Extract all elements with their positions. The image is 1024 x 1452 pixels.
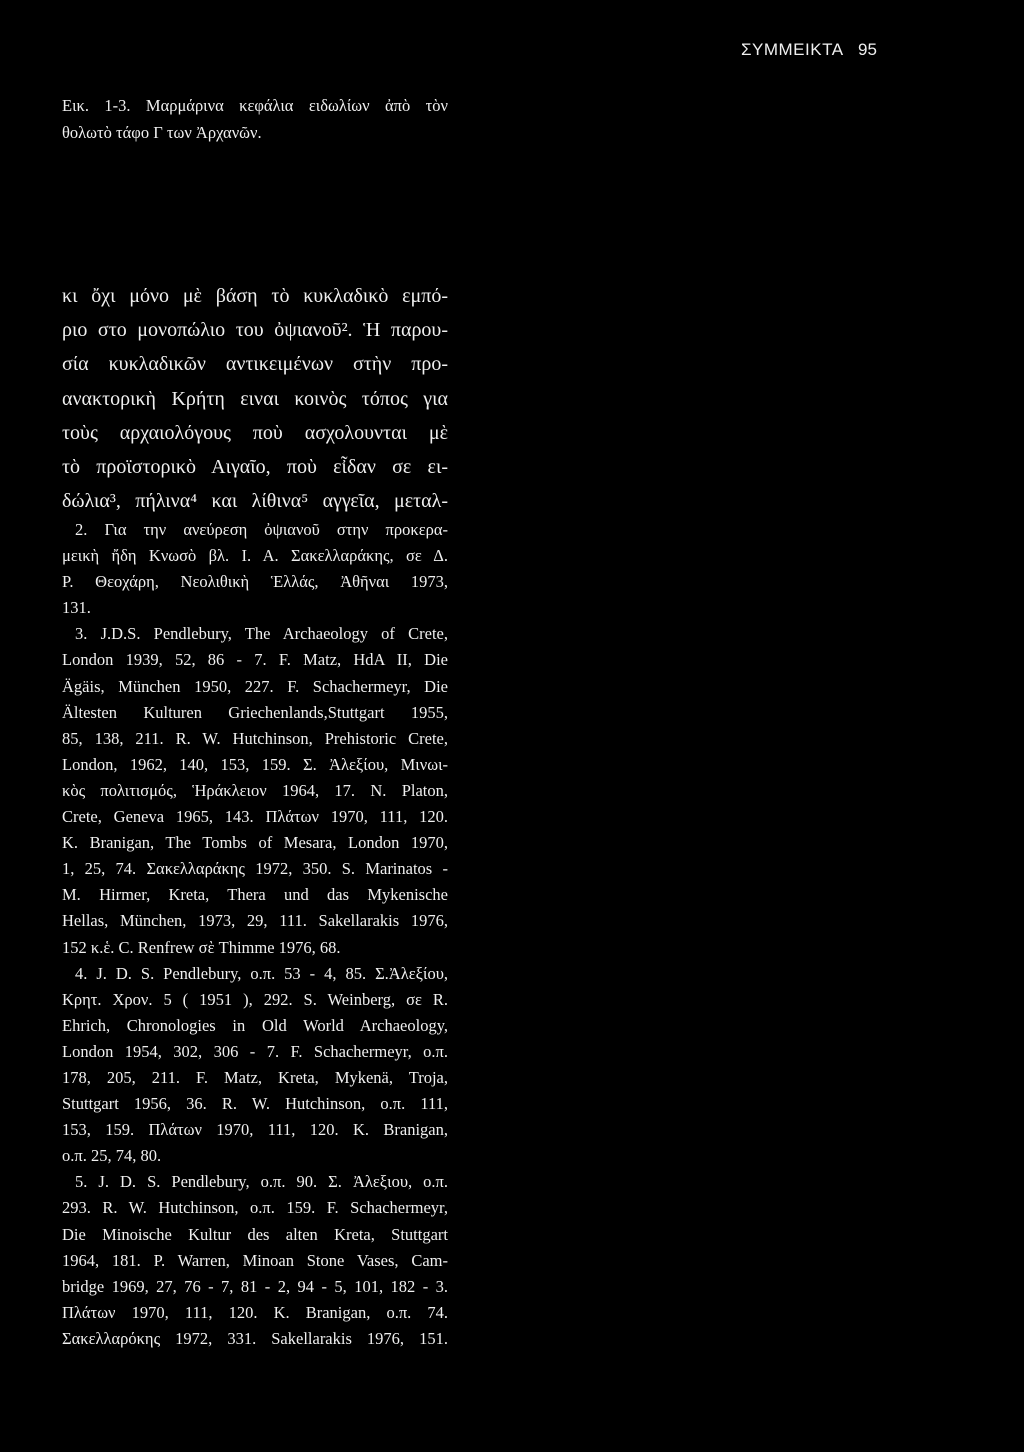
footnote-line: Ägäis, München 1950, 227. F. Schachermeyr, Die — [62, 676, 448, 696]
footnote-line: 1964, 181. P. Warren, Minoan Stone Vases, Cam- — [62, 1250, 448, 1270]
footnote-line: 178, 205, 211. F. Matz, Kreta, Mykenä, Troja, — [62, 1067, 448, 1087]
footnote-line: London 1939, 52, 86 - 7. F. Matz, HdA II, Die — [62, 650, 448, 670]
footnote-line: Ρ. Θεοχάρη, Νεολιθικὴ Ἑλλάς, Ἀθῆναι 1973, — [62, 572, 448, 592]
body-text — [62, 279, 448, 518]
footnote-line: London, 1962, 140, 153, 159. Σ. Ἀλεξίου, Μινωι- — [62, 754, 448, 774]
footnote-line: 85, 138, 211. R. W. Hutchinson, Prehistoric Crete, — [62, 728, 448, 748]
body-line: τοὺς αρχαιολόγους ποὺ ασχολουνται μὲ — [62, 421, 448, 444]
body-line: τὸ προϊστορικὸ Αιγαῖο, ποὺ εἶδαν σε ει- — [62, 455, 448, 478]
footnote-line: ο.π. 25, 74, 80. — [62, 1146, 162, 1166]
footnote-5 — [62, 1169, 448, 1352]
footnote-line: Die Minoische Kultur des alten Kreta, Stuttgart — [62, 1224, 448, 1244]
footnote-line: Ältesten Kulturen Griechenlands,Stuttgart 1955, — [62, 702, 448, 722]
footnote-line: bridge 1969, 27, 76 - 7, 81 - 2, 94 - 5, 101, 182 - 3. — [62, 1276, 448, 1296]
footnote-line: M. Hirmer, Kreta, Thera und das Mykenische — [62, 885, 448, 905]
footnote-line: Hellas, München, 1973, 29, 111. Sakellarakis 1976, — [62, 911, 448, 931]
footnote-line: Κρητ. Χρον. 5 ( 1951 ), 292. S. Weinberg, σε R. — [62, 989, 448, 1009]
footnote-line: K. Branigan, The Tombs of Mesara, London 1970, — [62, 833, 448, 853]
body-line: ριο στο μονοπώλιο του ὀψιανοῦ². Ἡ παρου- — [62, 319, 448, 342]
footnote-line: London 1954, 302, 306 - 7. F. Schachermeyr, ο.π. — [62, 1041, 448, 1061]
footnote-line: μεικὴ ἤδη Κνωσὸ βλ. Ι. Α. Σακελλαράκης, σε Δ. — [62, 546, 448, 566]
footnote-4 — [62, 961, 448, 1170]
footnote-line: 152 κ.ἑ. C. Renfrew σὲ Thimme 1976, 68. — [62, 937, 341, 957]
footnote-line: 131. — [62, 598, 91, 618]
footnote-2 — [62, 517, 448, 621]
footnote-line: 5. J. D. S. Pendlebury, ο.π. 90. Σ. Ἀλεξιου, ο.π. — [75, 1172, 448, 1192]
footnotes — [62, 517, 448, 1352]
page-number: 95 — [858, 40, 877, 59]
figure-caption — [62, 92, 448, 146]
body-line: κι ὄχι μόνο μὲ βάση τὸ κυκλαδικὸ εμπό- — [62, 285, 448, 307]
footnote-line: Crete, Geneva 1965, 143. Πλάτων 1970, 111, 120. — [62, 807, 448, 827]
footnote-line: 1, 25, 74. Σακελλαράκης 1972, 350. S. Marinatos - — [62, 859, 448, 879]
footnote-line: 293. R. W. Hutchinson, ο.π. 159. F. Schachermeyr, — [62, 1198, 448, 1218]
caption-line: θολωτὸ τάφο Γ των Ἀρχανῶν. — [62, 123, 262, 142]
footnote-3 — [62, 621, 448, 960]
footnote-line: Ehrich, Chronologies in Old World Archaeology, — [62, 1015, 448, 1035]
footnote-line: Σακελλαρόκης 1972, 331. Sakellarakis 1976, 151. — [62, 1328, 448, 1348]
body-line: δώλια³, πήλινα⁴ και λίθινα⁵ αγγεῖα, μεταλ- — [62, 490, 448, 513]
footnote-line: κὸς πολιτισμός, Ἡράκλειον 1964, 17. N. Platon, — [62, 780, 448, 800]
footnote-line: 153, 159. Πλάτων 1970, 111, 120. K. Branigan, — [62, 1120, 448, 1140]
body-line: ανακτορικὴ Κρήτη ειναι κοινὸς τόπος για — [62, 387, 448, 410]
footnote-line: 4. J. D. S. Pendlebury, ο.π. 53 - 4, 85. Σ.Ἀλεξίου, — [75, 963, 448, 983]
footnote-line: Πλάτων 1970, 111, 120. K. Branigan, ο.π. 74. — [62, 1302, 448, 1322]
caption-line: Εικ. 1-3. Μαρμάρινα κεφάλια ειδωλίων ἀπὸ τὸν — [62, 96, 448, 115]
footnote-line: 2. Για την ανεύρεση ὀψιανοῦ στην προκερα- — [75, 520, 448, 539]
footnote-line: 3. J.D.S. Pendlebury, The Archaeology of Crete, — [75, 624, 448, 644]
body-line: σία κυκλαδικῶν αντικειμένων στὴν προ- — [62, 353, 448, 376]
running-title: ΣΥΜΜΕΙΚΤΑ — [741, 40, 844, 59]
footnote-line: Stuttgart 1956, 36. R. W. Hutchinson, ο.π. 111, — [62, 1094, 448, 1114]
